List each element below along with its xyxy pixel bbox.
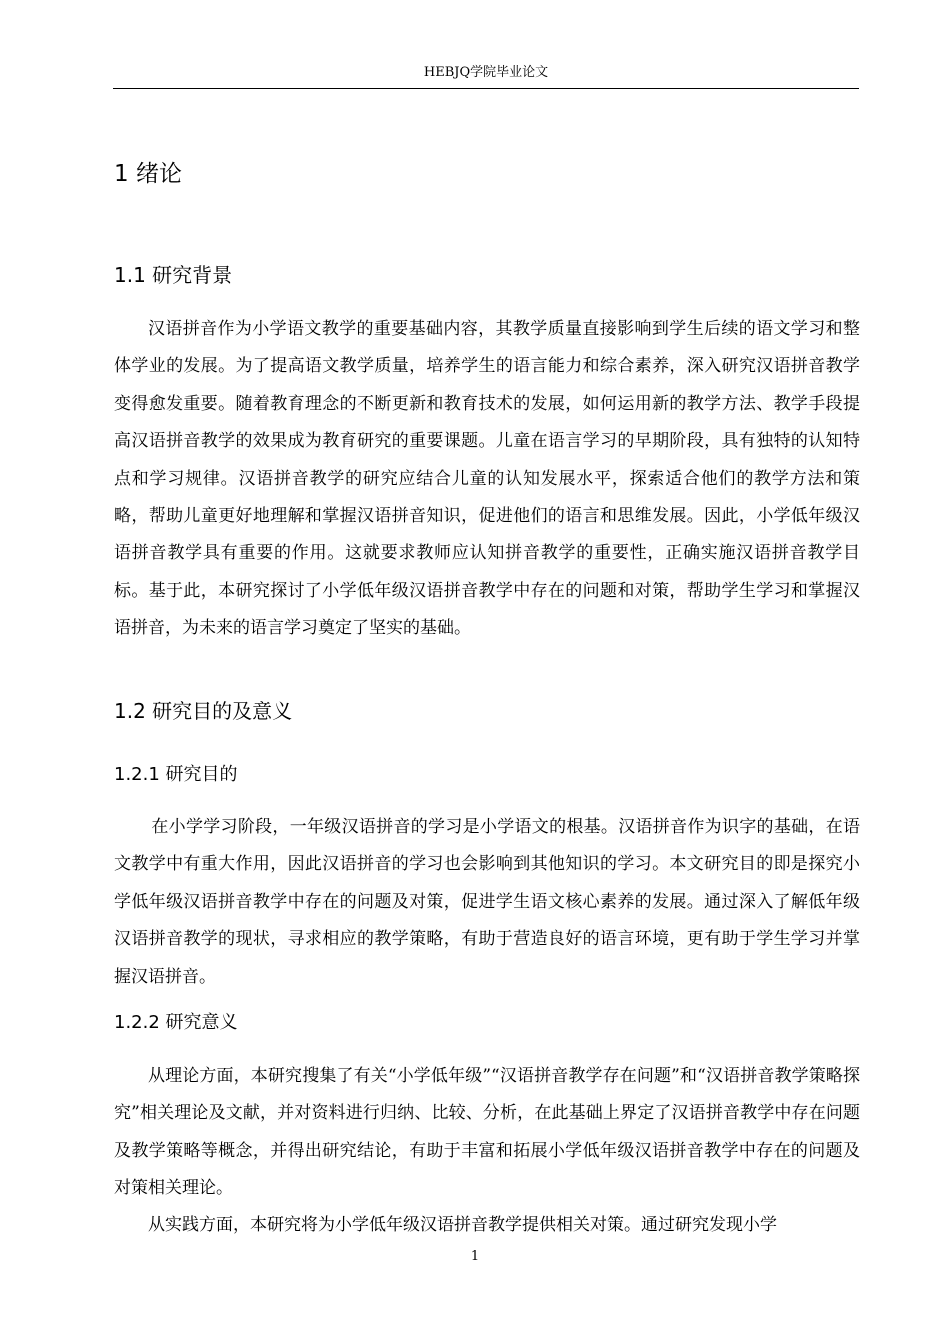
significance-practice-paragraph: 从实践方面，本研究将为小学低年级汉语拼音教学提供相关对策。通过研究发现小学 xyxy=(148,1215,777,1235)
chapter-title: 1 绪论 xyxy=(114,161,182,187)
subsection-heading-significance: 1.2.2 研究意义 xyxy=(114,1012,238,1033)
header-title: HEBJQ学院毕业论文 xyxy=(423,65,549,80)
page-header xyxy=(113,64,859,89)
section-heading-purpose-significance: 1.2 研究目的及意义 xyxy=(114,699,293,723)
purpose-paragraph: 在小学学习阶段，一年级汉语拼音的学习是小学语文的根基。汉语拼音作为识字的基础，在语文教学中有重大作用，因此汉语拼音的学习也会影响到其他知识的学习。本文研究目的即是探究小学低年级汉语拼音教学中存在的问题及对策，促进学生语文核心素养的发展。通过深入了解低年级汉语拼音教学的现状，寻求相应的教学策略，有助于营造良好的语言环境，更有助于学生学习并掌握汉语拼音。 xyxy=(114,817,860,987)
page-number: 1 xyxy=(470,1249,480,1264)
significance-theory-paragraph: 从理论方面，本研究搜集了有关“小学低年级”“汉语拼音教学存在问题”和“汉语拼音教学策略探究”相关理论及文献，并对资料进行归纳、比较、分析，在此基础上界定了汉语拼音教学中存在问题及教学策略等概念，并得出研究结论，有助于丰富和拓展小学低年级汉语拼音教学中存在的问题及对策相关理论。 xyxy=(114,1066,860,1199)
subsection-heading-purpose: 1.2.1 研究目的 xyxy=(114,764,238,785)
section-heading-background: 1.1 研究背景 xyxy=(114,263,233,287)
background-paragraph: 汉语拼音作为小学语文教学的重要基础内容，其教学质量直接影响到学生后续的语文学习和整体学业的发展。为了提高语文教学质量，培养学生的语言能力和综合素养，深入研究汉语拼音教学变得愈发重要。随着教育理念的不断更新和教育技术的发展，如何运用新的教学方法、教学手段提高汉语拼音教学的效果成为教育研究的重要课题。儿童在语言学习的早期阶段，具有独特的认知特点和学习规律。汉语拼音教学的研究应结合儿童的认知发展水平，探索适合他们的教学方法和策略，帮助儿童更好地理解和掌握汉语拼音知识，促进他们的语言和思维发展。因此，小学低年级汉语拼音教学具有重要的作用。这就要求教师应认知拼音教学的重要性，正确实施汉语拼音教学目标。基于此，本研究探讨了小学低年级汉语拼音教学中存在的问题和对策，帮助学生学习和掌握汉语拼音，为未来的语言学习奠定了坚实的基础。 xyxy=(114,319,860,639)
